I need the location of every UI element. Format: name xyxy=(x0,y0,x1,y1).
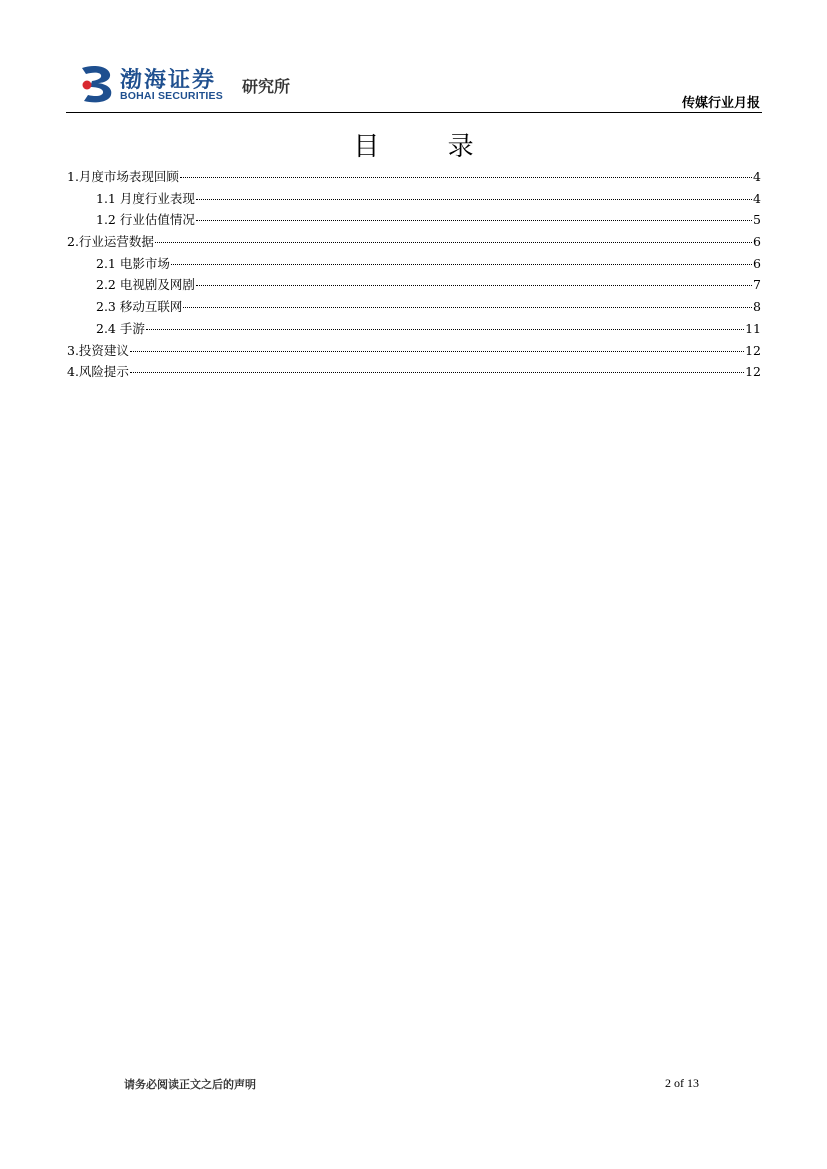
toc-entry-page: 7 xyxy=(753,277,761,293)
toc-entry[interactable] xyxy=(67,274,761,296)
toc-leader-dots xyxy=(183,307,752,308)
toc-entry-page: 12 xyxy=(745,364,761,380)
toc-entry-page: 11 xyxy=(745,320,761,336)
toc-entry-label: 2.2 电视剧及网剧 xyxy=(96,277,195,293)
toc-entry-page: 6 xyxy=(753,234,761,250)
logo-english-name: BOHAI SECURITIES xyxy=(120,90,223,102)
toc-entry[interactable] xyxy=(67,361,761,383)
company-logo xyxy=(78,62,298,108)
logo-department: 研究所 xyxy=(242,77,291,96)
toc-leader-dots xyxy=(155,242,752,243)
toc-entry-label: 2.行业运营数据 xyxy=(67,234,154,250)
toc-entry-page: 4 xyxy=(753,169,761,184)
logo-chinese-name: 渤海证券 xyxy=(120,67,217,93)
toc-entry-label: 1.1 月度行业表现 xyxy=(96,190,195,206)
toc-entry-page: 12 xyxy=(745,342,761,358)
toc-leader-dots xyxy=(196,199,752,200)
toc-entry[interactable] xyxy=(67,340,761,362)
toc-entry-label: 2.1 电影市场 xyxy=(96,255,170,271)
toc-entry[interactable] xyxy=(67,188,761,210)
header-divider xyxy=(66,112,762,113)
toc-entry-page: 5 xyxy=(753,212,761,228)
toc-entry-label: 1.月度市场表现回顾 xyxy=(67,169,179,184)
page-number: 2 of 13 xyxy=(665,1076,699,1090)
toc-entry-label: 2.4 手游 xyxy=(96,320,145,336)
footer-disclaimer: 请务必阅读正文之后的声明 xyxy=(124,1078,256,1091)
toc-entry-page: 6 xyxy=(753,255,761,271)
toc-entry-label: 2.3 移动互联网 xyxy=(96,299,183,315)
toc-entry-label: 4.风险提示 xyxy=(67,364,129,380)
toc-title: 目 录 xyxy=(353,132,504,162)
toc-entry-label: 3.投资建议 xyxy=(67,342,129,358)
report-type: 传媒行业月报 xyxy=(681,96,760,111)
toc-leader-dots xyxy=(196,285,752,286)
toc-leader-dots xyxy=(196,220,752,221)
bohai-logo-icon xyxy=(78,64,116,104)
page-header xyxy=(66,62,762,114)
toc-leader-dots xyxy=(171,264,752,265)
table-of-contents xyxy=(67,166,761,383)
toc-entry[interactable] xyxy=(67,253,761,275)
toc-entry[interactable] xyxy=(67,318,761,340)
toc-leader-dots xyxy=(180,177,752,178)
toc-leader-dots xyxy=(130,351,744,352)
toc-leader-dots xyxy=(146,329,744,330)
toc-entry[interactable] xyxy=(67,296,761,318)
toc-entry[interactable] xyxy=(67,166,761,188)
toc-entry-page: 4 xyxy=(753,190,761,206)
toc-entry-page: 8 xyxy=(753,299,761,315)
toc-leader-dots xyxy=(130,372,744,373)
toc-entry[interactable] xyxy=(67,209,761,231)
toc-entry[interactable] xyxy=(67,231,761,253)
toc-entry-label: 1.2 行业估值情况 xyxy=(96,212,195,228)
